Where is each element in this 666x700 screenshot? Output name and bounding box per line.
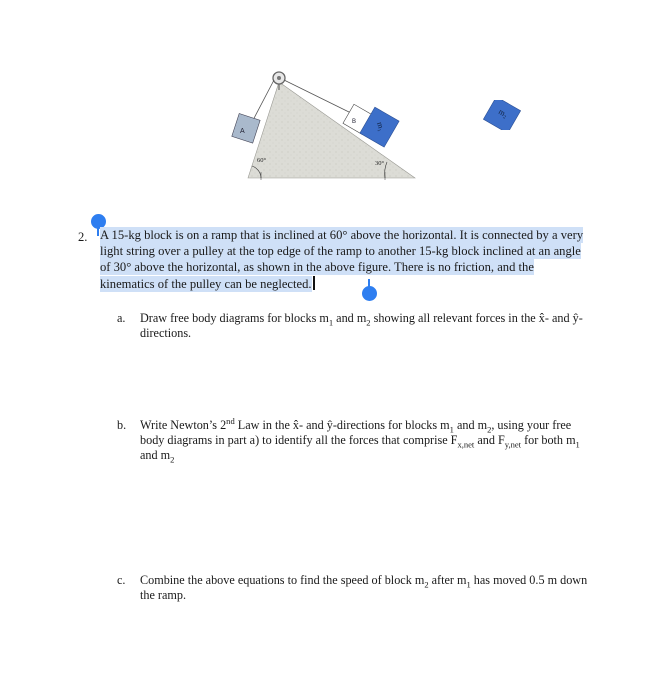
problem-number: 2. (78, 230, 88, 244)
m1-label: m₁ (375, 120, 387, 133)
part-b (117, 415, 589, 465)
angle-left-label: 60° (257, 157, 267, 164)
part-a-text: Draw free body diagrams for blocks $m_1$ and $m_2$ showing all relevant forces in the x̂- and ŷ-directions. (140, 311, 583, 340)
selected-text[interactable]: A 15-kg block is on a ramp that is inclined at 60° above the horizontal. It is connected by a very light string over a pulley at the top edge of the ramp to another 15-kg block inclined at an angle of 30° above the horizontal, as shown in the above figure. There is no friction, and the kinematics of the pulley can be neglected. (100, 228, 584, 291)
part-c-label: c. (117, 573, 126, 587)
problem-text[interactable] (100, 227, 588, 292)
part-b-text: Write Newton’s 2nd Law in the x̂- and ŷ-directions for blocks $m_1$ and $m_2$, using your free body diagrams in part a) to identify all the forces that comprise $F_{x,net}$ and $F_{y,net}$ for both $m_1$ and $m_2$ (140, 415, 580, 465)
ramp-diagram (215, 66, 420, 186)
part-b-label: b. (117, 418, 127, 432)
ramp-figure (215, 66, 420, 186)
problem-2 (78, 227, 588, 292)
block-a-label: A (240, 128, 245, 135)
angle-right-label: 30° (375, 160, 385, 167)
part-a (117, 311, 589, 341)
block-a (232, 113, 260, 143)
part-a-label: a. (117, 311, 126, 325)
text-cursor (313, 276, 315, 290)
m2-label: m₂ (497, 106, 510, 120)
part-c (117, 573, 589, 603)
block-b-label: B (352, 119, 357, 125)
part-c-text: Combine the above equations to find the speed of block $m_2$ after $m_1$ has moved 0.5 m down the ramp. (140, 573, 588, 602)
m2-figure (478, 100, 528, 130)
